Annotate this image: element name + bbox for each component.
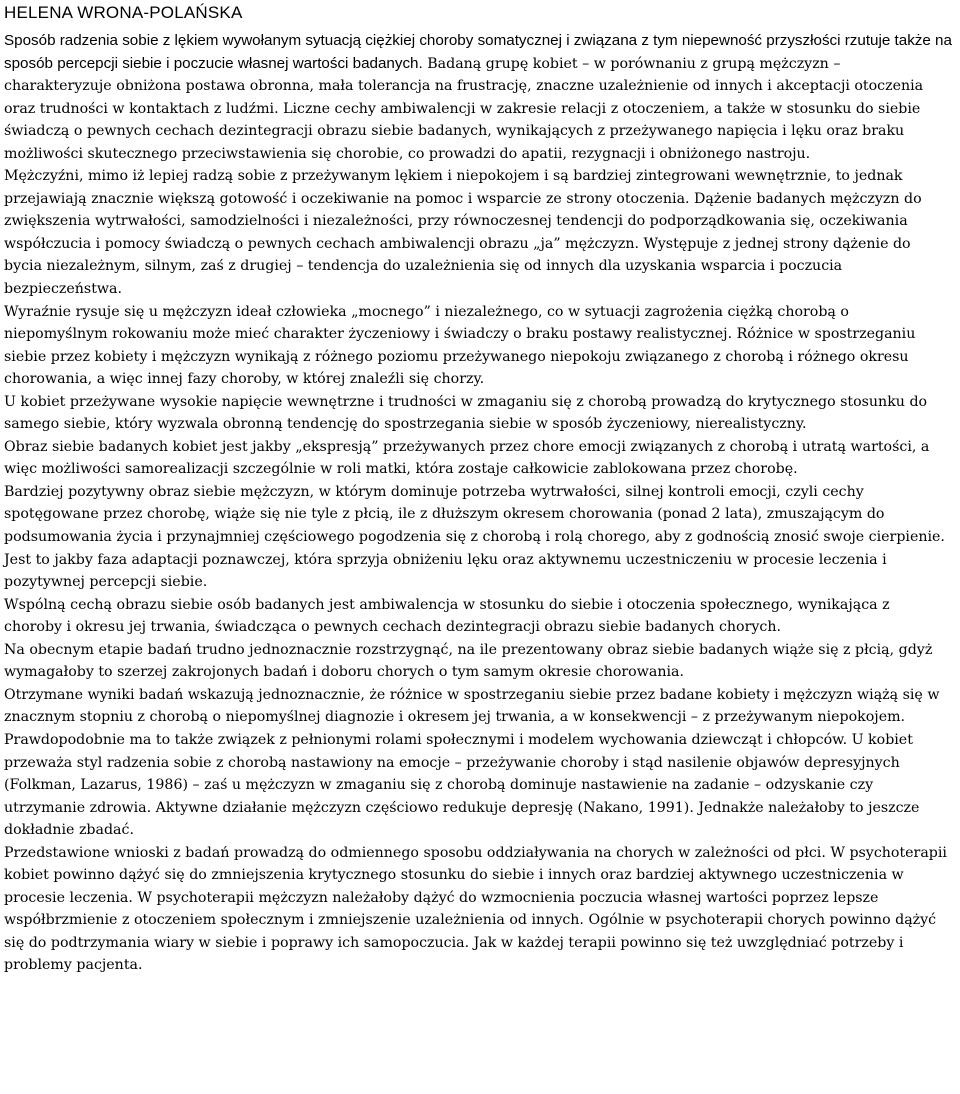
paragraph-3: Wyraźnie rysuje się u mężczyzn ideał człowieka „mocnego” i niezależnego, co w sytuacji zagrożenia ciężką chorobą o niepomyślnym rokowaniu może mieć charakter życzeniowy i świadczy o braku postawy realistycznej. Różnice w spostrzeganiu siebie przez kobiety i mężczyzn wynikają z różnego poziomu przeżywanego niepokoju związanego z chorobą i różnego okresu chorowania, a więc innej fazy choroby, w której znaleźli się chorzy. xyxy=(4,303,916,388)
paragraph-7: Wspólną cechą obrazu siebie osób badanych jest ambiwalencja w stosunku do siebie i otoczenia społecznego, wynikająca z choroby i okresu jej trwania, świadcząca o pewnych cechach dezintegracji obrazu siebie badanych chorych. xyxy=(4,596,890,636)
paragraph-6: Bardziej pozytywny obraz siebie mężczyzn, w którym dominuje potrzeba wytrwałości, silnej kontroli emocji, czyli cechy spotęgowane przez chorobę, wiąże się nie tyle z płcią, ile z dłuższym okresem chorowania (ponad 2 lata), zmuszającym do podsumowania życia i przynajmniej częściowego pogodzenia się z chorobą i rolą chorego, aby z godnością znosić swoje cierpienie. Jest to jakby faza adaptacji poznawczej, która sprzyja obniżeniu lęku oraz aktywnemu uczestniczeniu w procesie leczenia i pozytywnej percepcji siebie. xyxy=(4,483,945,591)
paragraph-1-text: Badaną grupę kobiet – w porównaniu z grupą mężczyzn – charakteryzuje obniżona postawa obronna, mała tolerancja na frustrację, znaczne uzależnienie od innych i akceptacji otoczenia oraz trudności w kontaktach z ludźmi. Liczne cechy ambiwalencji w zakresie relacji z otoczeniem, a także w stosunku do siebie świadczą o pewnych cechach dezintegracji obrazu siebie badanych, wynikających z przeżywanego napięcia i lęku oraz braku możliwości skutecznego przeciwstawienia się chorobie, co prowadzi do apatii, rezygnacji i obniżonego nastroju. xyxy=(4,55,924,162)
author-header: HELENA WRONA-POLAŃSKA xyxy=(4,3,243,22)
paragraph-5: Obraz siebie badanych kobiet jest jakby „ekspresją” przeżywanych przez chore emocji związanych z chorobą i utratą wartości, a więc możliwości samorealizacji szczególnie w roli matki, która zostaje całkowicie zablokowana przez chorobę. xyxy=(4,438,930,478)
paragraph-4: U kobiet przeżywane wysokie napięcie wewnętrzne i trudności w zmaganiu się z chorobą prowadzą do krytycznego stosunku do samego siebie, który wyzwala obronną tendencję do spostrzegania siebie w sposób życzeniowy, nierealistyczny. xyxy=(4,393,928,433)
document-page xyxy=(4,2,952,977)
paragraph-10: Przedstawione wnioski z badań prowadzą do odmiennego sposobu oddziaływania na chorych w zależności od płci. W psychoterapii kobiet powinno dążyć się do zmniejszenia krytycznego stosunku do siebie i innych oraz bardziej aktywnego uczestniczenia w procesie leczenia. W psychoterapii mężczyzn należałoby dążyć do wzmocnienia poczucia własnej wartości poprzez lepsze współbrzmienie z otoczeniem społecznym i zmniejszenie uzależnienia od innych. Ogólnie w psychoterapii chorych powinno dążyć się do podtrzymania wiary w siebie i poprawy ich samopoczucia. Jak w każdej terapii powinno się też uwzględniać potrzeby i problemy pacjenta. xyxy=(4,844,947,974)
paragraph-1 xyxy=(4,30,952,165)
paragraph-2: Mężczyźni, mimo iż lepiej radzą sobie z przeżywanym lękiem i niepokojem i są bardziej zintegrowani wewnętrznie, to jednak przejawiają znacznie większą gotowość i oczekiwanie na pomoc i wsparcie ze strony otoczenia. Dążenie badanych mężczyzn do zwiększenia wytrwałości, samodzielności i niezależności, przy równoczesnej tendencji do podporządkowania się, oczekiwania współczucia i pomocy świadczą o pewnych cechach ambiwalencji obrazu „ja” mężczyzn. Występuje z jednej strony dążenie do bycia niezależnym, silnym, zaś z drugiej – tendencja do uzależnienia się od innych dla uzyskania wsparcia i poczucia bezpieczeństwa. xyxy=(4,168,922,298)
paragraph-1-intro: Sposób radzenia sobie z lękiem wywołanym sytuacją ciężkiej choroby somatycznej i związana z tym niepewność przyszłości rzutuje także na sposób percepcji siebie i poczucie własnej wartości badanych. xyxy=(4,32,952,72)
paragraph-9: Otrzymane wyniki badań wskazują jednoznacznie, że różnice w spostrzeganiu siebie przez badane kobiety i mężczyzn wiążą się w znacznym stopniu z chorobą o niepomyślnej diagnozie i okresem jej trwania, a w konsekwencji – z przeżywanym niepokojem. Prawdopodobnie ma to także związek z pełnionymi rolami społecznymi i modelem wychowania dziewcząt i chłopców. U kobiet przeważa styl radzenia sobie z chorobą nastawiony na emocje – przeżywanie choroby i stąd nasilenie objawów depresyjnych (Folkman, Lazarus, 1986) – zaś u mężczyzn w zmaganiu się z chorobą dominuje nastawienie na zadanie – odzyskanie czy utrzymanie zdrowia. Aktywne działanie mężczyzn częściowo redukuje depresję (Nakano, 1991). Jednakże należałoby to jeszcze dokładnie zbadać. xyxy=(4,686,940,839)
paragraph-8: Na obecnym etapie badań trudno jednoznacznie rozstrzygnąć, na ile prezentowany obraz siebie badanych wiąże się z płcią, gdyż wymagałoby to szerzej zakrojonych badań i doboru chorych o tym samym okresie chorowania. xyxy=(4,641,933,681)
